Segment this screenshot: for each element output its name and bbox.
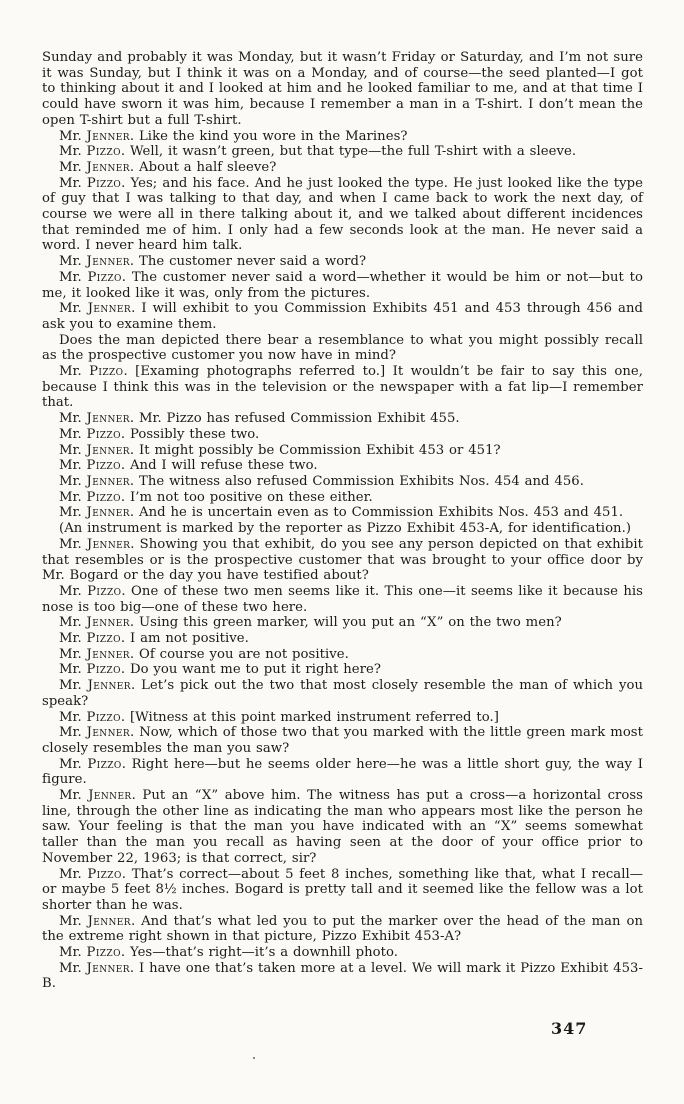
speaker-name: Pizzo xyxy=(86,945,121,961)
speaker-name: Jenner xyxy=(86,473,130,489)
paragraph-text: Well, it wasn’t green, but that type—the full T-shirt with a sleeve. xyxy=(129,144,577,160)
paragraph-text: Sunday and probably it was Monday, but it wasn’t Friday or Saturday, and I’m not sure it was Sunday, but I think it was on a Monday, and of course—the seed planted—I got to thinking about it and I looked at him and he looked familiar to me, and at that time I could have sworn it was him, because I remember a man in a T-shirt. I don’t mean the open T-shirt but a full T-shirt. xyxy=(42,50,643,128)
paragraph-text: I’m not too positive on these either. xyxy=(129,489,373,505)
speaker-label: Mr. Pizzo. xyxy=(59,756,132,772)
speaker-label: Mr. Jenner. xyxy=(59,536,140,552)
speaker-name: Jenner xyxy=(87,913,131,929)
paragraph-text: Let’s pick out the two that most closely resemble the man of which you speak? xyxy=(42,678,643,709)
speaker-name: Jenner xyxy=(88,788,132,804)
speaker-name: Jenner xyxy=(86,442,130,458)
speaker-label: Mr. Jenner. xyxy=(59,411,139,427)
speaker-label: Mr. Pizzo. xyxy=(59,489,130,505)
speaker-name: Jenner xyxy=(86,254,130,270)
speaker-label: Mr. Pizzo. xyxy=(59,269,132,285)
paragraph-text: The customer never said a word? xyxy=(139,254,367,270)
speaker-name: Pizzo xyxy=(86,426,121,442)
dialogue-paragraph xyxy=(42,788,643,867)
paragraph-text: I have one that’s taken more at a level. We will mark it Pizzo Exhibit 453-B. xyxy=(42,960,644,992)
dialogue-paragraph xyxy=(42,301,643,332)
speaker-label: Mr. Jenner. xyxy=(59,678,142,694)
text-paragraph xyxy=(42,333,643,364)
paragraph-text: Showing you that exhibit, do you see any person depicted on that exhibit that resembles or is the prospective customer that was brought to your office door by Mr. Bogard or the day you have testified about? xyxy=(42,536,643,584)
dialogue-paragraph xyxy=(42,427,643,443)
speaker-label: Mr. Jenner. xyxy=(59,473,139,489)
paragraph-text: Like the kind you wore in the Marines? xyxy=(139,128,408,144)
speaker-name: Pizzo xyxy=(86,662,121,678)
paragraph-text: That’s correct—about 5 feet 8 inches, something like that, what I recall—or maybe 5 feet 8½ inches. Bogard is pretty tall and it seemed like the fellow was a lot shorter than he was. xyxy=(42,866,643,913)
dialogue-paragraph xyxy=(42,914,643,945)
ink-speck xyxy=(253,1057,255,1059)
dialogue-paragraph xyxy=(42,144,643,160)
speaker-label: Mr. Jenner. xyxy=(59,442,139,458)
text-paragraph xyxy=(42,521,643,537)
paragraph-text: Yes—that’s right—it’s a downhill photo. xyxy=(129,945,398,961)
paragraph-text: Using this green marker, will you put an “X” on the two men? xyxy=(139,615,562,631)
speaker-label: Mr. Pizzo. xyxy=(59,662,130,678)
paragraph-text: About a half sleeve? xyxy=(139,159,277,175)
speaker-label: Mr. Pizzo. xyxy=(59,583,132,599)
speaker-name: Pizzo xyxy=(87,756,122,772)
paragraph-text: And I will refuse these two. xyxy=(129,458,318,474)
speaker-name: Pizzo xyxy=(87,866,122,882)
dialogue-paragraph xyxy=(42,615,643,631)
paragraph-text: The customer never said a word—whether it would be him or not—but to me, it looked like it was, only from the pictures. xyxy=(42,269,643,301)
dialogue-paragraph xyxy=(42,867,643,914)
paragraph-text: Mr. Pizzo has refused Commission Exhibit 455. xyxy=(139,411,460,427)
paragraph-text: [Examing photographs referred to.] It wouldn’t be fair to say this one, because I think this was in the television or the newspaper with a fat lip—I remember that. xyxy=(42,364,643,411)
speaker-name: Pizzo xyxy=(86,175,122,191)
speaker-name: Jenner xyxy=(86,960,130,976)
dialogue-paragraph xyxy=(42,961,643,992)
dialogue-paragraph xyxy=(42,458,643,474)
speaker-name: Pizzo xyxy=(86,144,121,160)
dialogue-paragraph xyxy=(42,129,643,145)
paragraph-text: Do you want me to put it right here? xyxy=(129,662,381,678)
dialogue-paragraph xyxy=(42,176,643,255)
speaker-name: Pizzo xyxy=(86,489,121,505)
speaker-label: Mr. Pizzo. xyxy=(59,426,130,442)
speaker-name: Jenner xyxy=(87,678,131,694)
speaker-name: Jenner xyxy=(87,301,132,317)
dialogue-paragraph xyxy=(42,490,643,506)
speaker-name: Pizzo xyxy=(89,364,124,380)
dialogue-paragraph xyxy=(42,710,643,726)
speaker-name: Pizzo xyxy=(86,631,121,647)
speaker-label: Mr. Pizzo. xyxy=(59,364,136,380)
speaker-label: Mr. Pizzo. xyxy=(59,175,131,191)
paragraph-text: Right here—but he seems older here—he was a little short guy, the way I figure. xyxy=(42,756,643,788)
dialogue-paragraph xyxy=(42,537,643,584)
paragraph-text: (An instrument is marked by the reporter as Pizzo Exhibit 453-A, for identification.) xyxy=(59,521,632,537)
speaker-label: Mr. Pizzo. xyxy=(59,709,130,725)
dialogue-paragraph xyxy=(42,270,643,301)
dialogue-paragraph xyxy=(42,443,643,459)
speaker-label: Mr. Jenner. xyxy=(59,646,139,662)
speaker-label: Mr. Jenner. xyxy=(59,505,139,521)
speaker-name: Pizzo xyxy=(87,583,122,599)
speaker-name: Pizzo xyxy=(86,709,121,725)
paragraph-text: Put an “X” above him. The witness has put a cross—a horizontal cross line, through the other line as indicating the man who appears most like the person he saw. Your feeling is that the man you have indicated with an “X” seems somewhat taller than the man you recall as having seen at the door of your office prior to November 22, 1963; is that correct, sir? xyxy=(42,788,643,866)
dialogue-paragraph xyxy=(42,474,643,490)
dialogue-paragraph xyxy=(42,160,643,176)
speaker-name: Jenner xyxy=(86,159,130,175)
page-number: 347 xyxy=(551,1019,588,1038)
paragraph-text: The witness also refused Commission Exhibits Nos. 454 and 456. xyxy=(139,473,584,489)
speaker-name: Jenner xyxy=(86,536,131,552)
paragraph-text: Possibly these two. xyxy=(129,426,260,442)
dialogue-paragraph xyxy=(42,254,643,270)
text-paragraph xyxy=(42,50,643,129)
dialogue-paragraph xyxy=(42,411,643,427)
speaker-label: Mr. Jenner. xyxy=(59,254,139,270)
dialogue-paragraph xyxy=(42,662,643,678)
paragraph-text: Now, which of those two that you marked with the little green mark most closely resembles the man you saw? xyxy=(42,725,643,756)
speaker-label: Mr. Pizzo. xyxy=(59,144,130,160)
dialogue-paragraph xyxy=(42,584,643,615)
speaker-label: Mr. Jenner. xyxy=(59,788,143,804)
dialogue-paragraph xyxy=(42,647,643,663)
speaker-label: Mr. Jenner. xyxy=(59,725,140,741)
paragraph-text: It might possibly be Commission Exhibit 453 or 451? xyxy=(139,442,501,458)
speaker-label: Mr. Jenner. xyxy=(59,913,142,929)
speaker-label: Mr. Pizzo. xyxy=(59,945,130,961)
paragraph-text: And that’s what led you to put the marker over the head of the man on the extreme right shown in that picture, Pizzo Exhibit 453-A? xyxy=(42,913,643,945)
transcript-body xyxy=(42,50,643,992)
speaker-label: Mr. Jenner. xyxy=(59,159,139,175)
dialogue-paragraph xyxy=(42,757,643,788)
dialogue-paragraph xyxy=(42,631,643,647)
speaker-label: Mr. Pizzo. xyxy=(59,458,130,474)
paragraph-text: [Witness at this point marked instrument referred to.] xyxy=(129,709,499,725)
speaker-name: Jenner xyxy=(86,505,130,521)
paragraph-text: One of these two men seems like it. This one—it seems like it because his nose is too big—one of these two here. xyxy=(42,583,643,615)
speaker-name: Jenner xyxy=(86,411,130,427)
speaker-label: Mr. Pizzo. xyxy=(59,866,132,882)
paragraph-text: Does the man depicted there bear a resemblance to what you might possibly recall as the prospective customer you now have in mind? xyxy=(42,332,643,364)
speaker-name: Pizzo xyxy=(87,269,122,285)
speaker-label: Mr. Jenner. xyxy=(59,128,139,144)
paragraph-text: I will exhibit to you Commission Exhibits 451 and 453 through 456 and ask you to examine them. xyxy=(42,301,644,332)
paragraph-text: Of course you are not positive. xyxy=(139,646,349,662)
paragraph-text: And he is uncertain even as to Commission Exhibits Nos. 453 and 451. xyxy=(139,505,624,521)
speaker-label: Mr. Pizzo. xyxy=(59,631,130,647)
speaker-label: Mr. Jenner. xyxy=(59,615,139,631)
paragraph-text: Yes; and his face. And he just looked the type. He just looked like the type of guy that I was talking to that day, and when I came back to work the next day, of course we were all in there talking about it, and we talked about different incidences that reminded me of him. I only had a few seconds look at the man. He never said a word. I never heard him talk. xyxy=(42,175,643,254)
speaker-name: Pizzo xyxy=(86,458,121,474)
speaker-name: Jenner xyxy=(86,646,130,662)
dialogue-paragraph xyxy=(42,678,643,709)
speaker-name: Jenner xyxy=(86,725,130,741)
dialogue-paragraph xyxy=(42,945,643,961)
speaker-name: Jenner xyxy=(86,128,130,144)
speaker-label: Mr. Jenner. xyxy=(59,301,142,317)
dialogue-paragraph xyxy=(42,505,643,521)
speaker-label: Mr. Jenner. xyxy=(59,960,139,976)
dialogue-paragraph xyxy=(42,364,643,411)
paragraph-text: I am not positive. xyxy=(129,631,249,647)
dialogue-paragraph xyxy=(42,725,643,756)
speaker-name: Jenner xyxy=(86,615,130,631)
